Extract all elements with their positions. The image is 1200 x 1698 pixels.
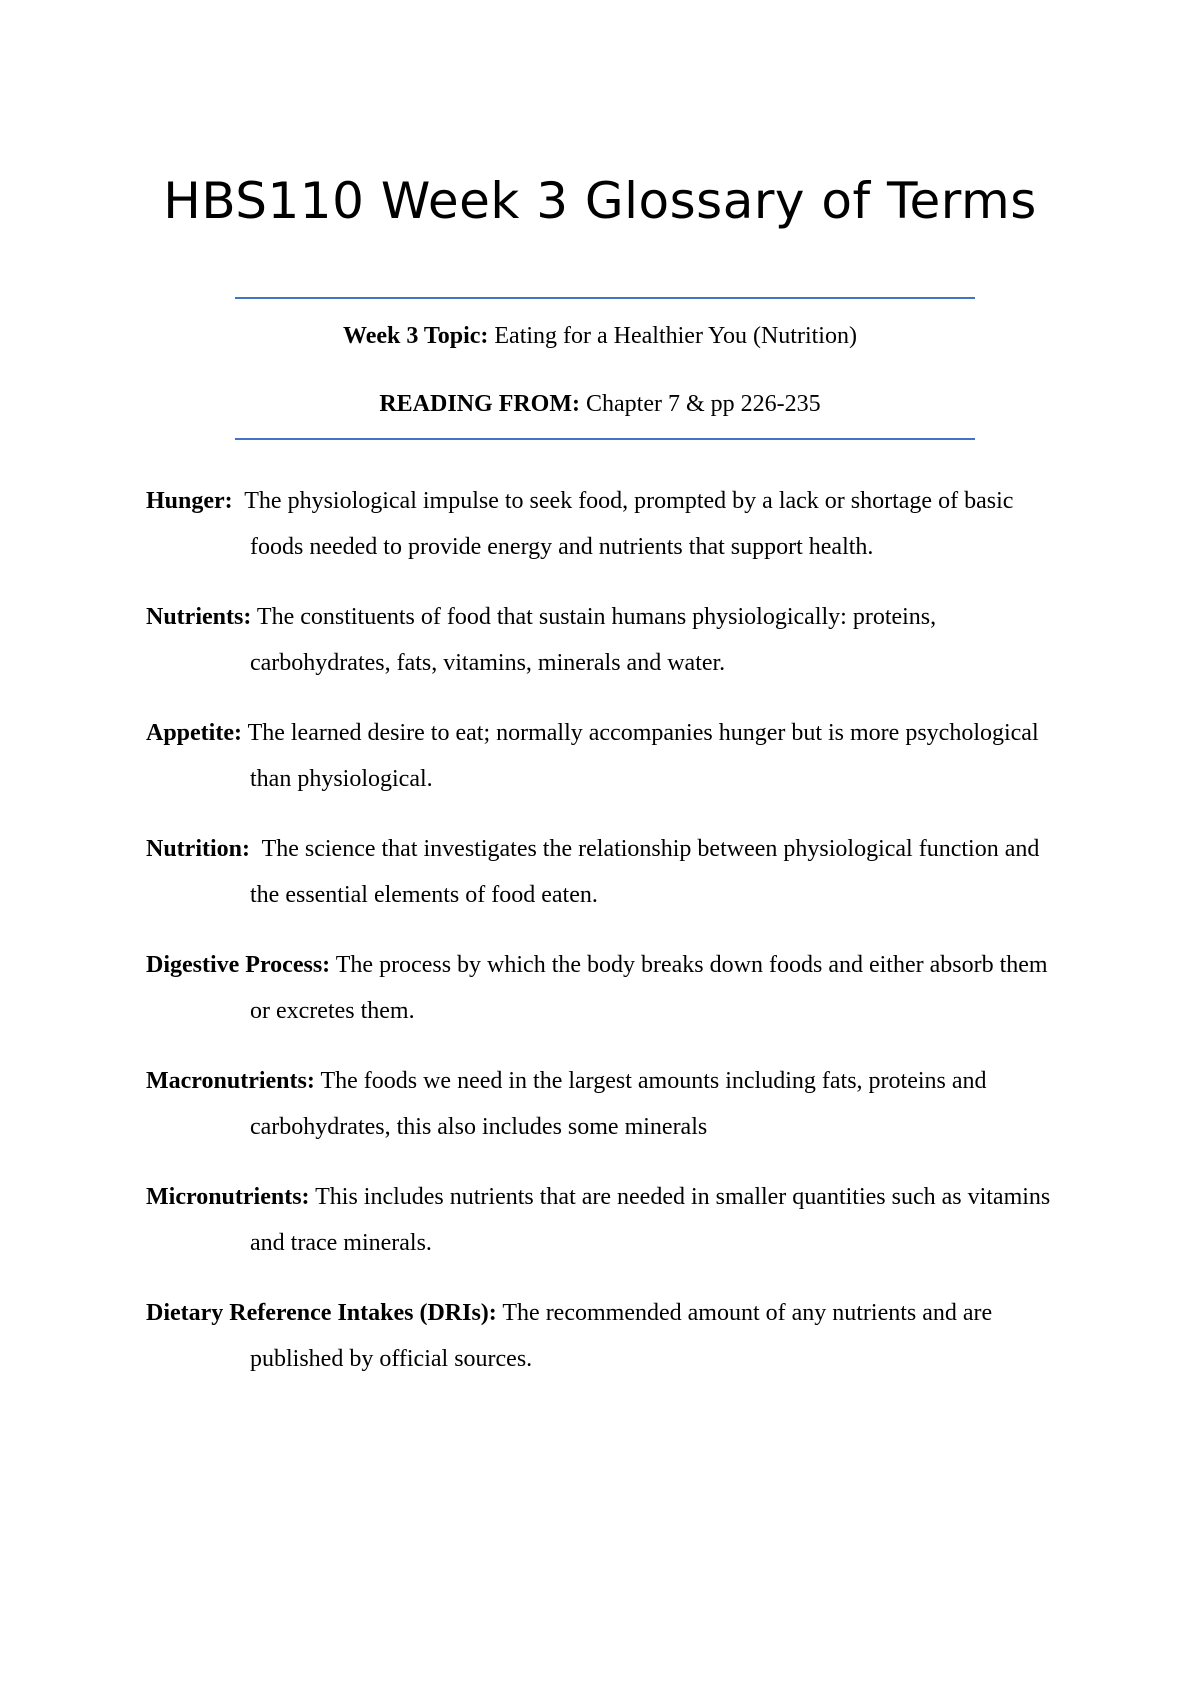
glossary-term: Appetite: [146,720,242,746]
glossary-definition: The recommended amount of any nutrients and are published by official sources. [250,1300,993,1372]
glossary-entry-micronutrients [146,1174,1066,1266]
bottom-divider [235,438,975,440]
glossary-entry-dietary-reference-intakes [146,1290,1066,1382]
glossary-definition: The foods we need in the largest amounts including fats, proteins and carbohydrates, this also includes some minerals [250,1068,987,1140]
glossary-entry-nutrition [146,826,1066,918]
glossary-definition: The science that investigates the relationship between physiological function and the essential elements of food eaten. [250,836,1040,908]
glossary-definition: The process by which the body breaks down foods and either absorb them or excretes them. [250,952,1048,1024]
glossary-definition: The constituents of food that sustain humans physiologically: proteins, carbohydrates, fats, vitamins, minerals and water. [250,604,937,676]
glossary-definition: The physiological impulse to seek food, prompted by a lack or shortage of basic foods needed to provide energy and nutrients that support health. [244,488,1014,560]
glossary-term: Macronutrients: [146,1068,315,1094]
top-divider [235,297,975,299]
glossary-term: Dietary Reference Intakes (DRIs): [146,1300,497,1326]
glossary-term: Digestive Process: [146,952,331,978]
reading-line [0,388,1200,420]
glossary-list [146,478,1066,1406]
glossary-entry-macronutrients [146,1058,1066,1150]
week-topic-label: Week 3 Topic: [343,323,489,349]
glossary-entry-nutrients [146,594,1066,686]
glossary-term: Nutrients: [146,604,252,630]
glossary-term: Micronutrients: [146,1184,310,1210]
glossary-entry-hunger [146,478,1066,570]
glossary-term: Nutrition: [146,836,250,862]
glossary-entry-appetite [146,710,1066,802]
glossary-definition: The learned desire to eat; normally accompanies hunger but is more psychological than physiological. [247,720,1039,792]
week-topic-line [0,320,1200,352]
document-title: HBS110 Week 3 Glossary of Terms [163,172,1037,230]
glossary-definition: This includes nutrients that are needed in smaller quantities such as vitamins and trace minerals. [250,1184,1051,1256]
glossary-entry-digestive-process [146,942,1066,1034]
reading-label: READING FROM: [379,391,580,417]
week-topic-value: Eating for a Healthier You (Nutrition) [494,323,857,349]
glossary-term: Hunger: [146,488,233,514]
reading-value: Chapter 7 & pp 226-235 [586,391,821,417]
